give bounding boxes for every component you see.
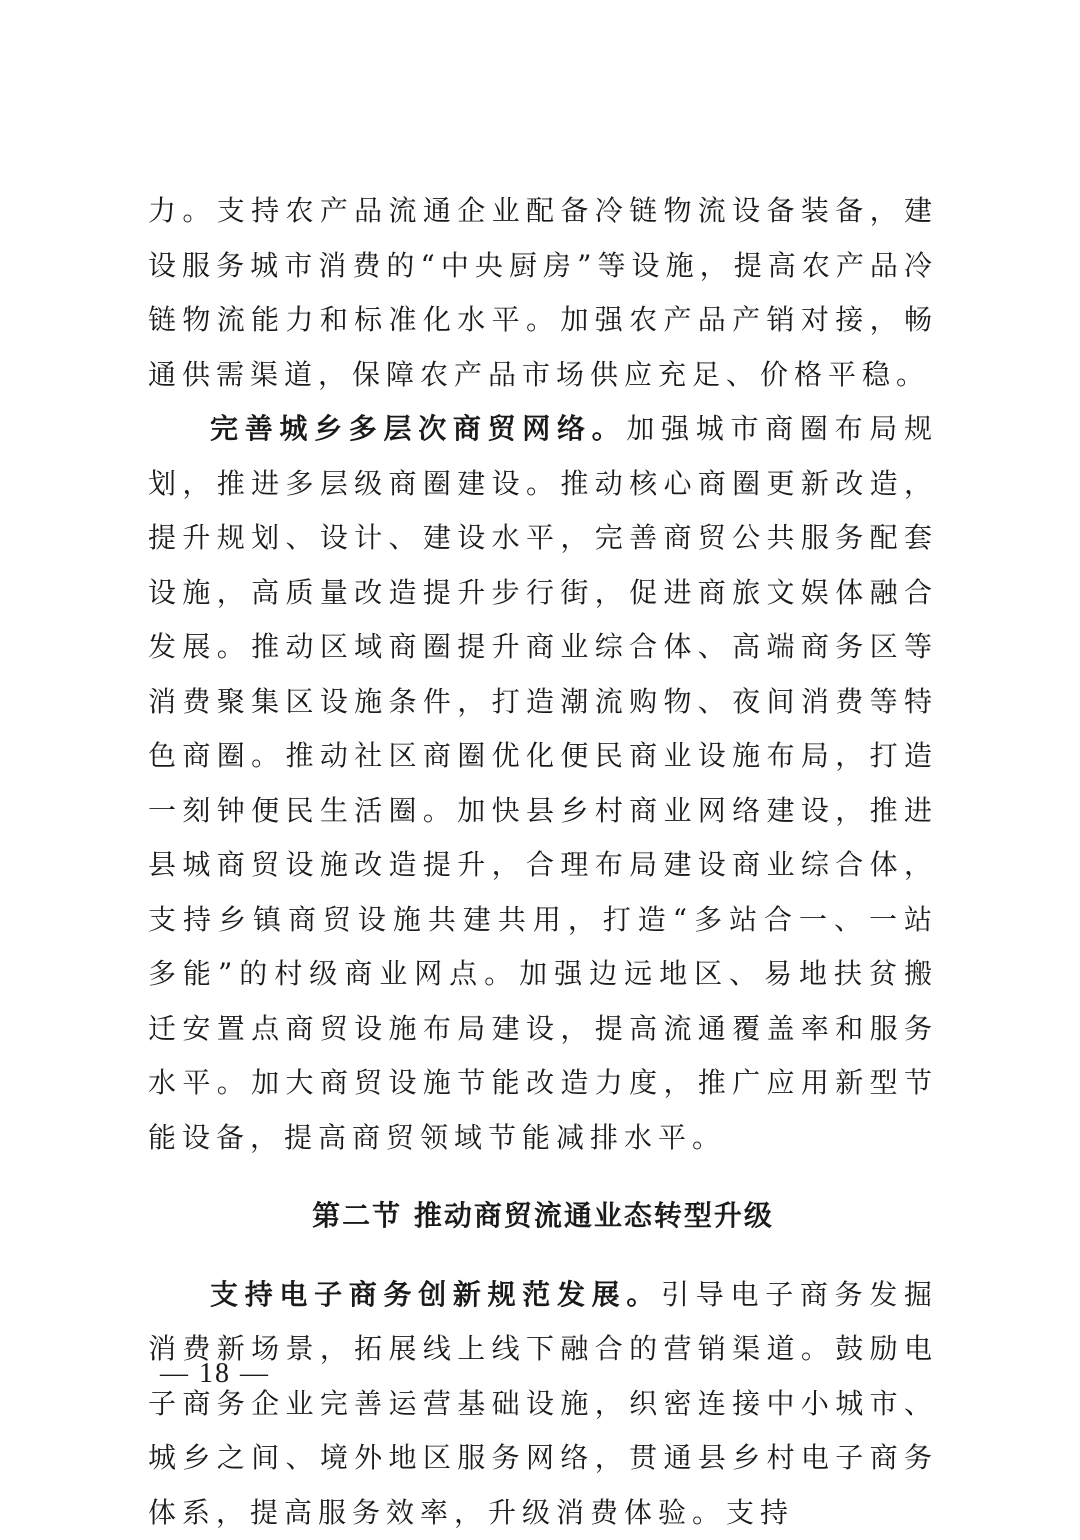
paragraph-continuation: 力。支持农产品流通企业配备冷链物流设备装备，建设服务城市消费的“中央厨房”等设施，提高农产品冷链物流能力和标准化水平。加强农产品产销对接，畅通供需渠道，保障农产品市场供应充足、价格平稳。	[148, 184, 938, 402]
page-number: — 18 —	[160, 1358, 270, 1390]
paragraph-lead-heading: 支持电子商务创新规范发展。	[210, 1278, 661, 1311]
paragraph-lead-heading: 完善城乡多层次商贸网络。	[210, 412, 626, 445]
paragraph-body: 引导电子商务发掘消费新场景，拓展线上线下融合的营销渠道。鼓励电子商务企业完善运营基础设施，织密连接中小城市、城乡之间、境外地区服务网络，贯通县乡村电子商务体系，提高服务效率，升级消费体验。支持	[148, 1278, 938, 1529]
section-heading: 第二节 推动商贸流通业态转型升级	[148, 1189, 938, 1244]
paragraph-commerce-network	[148, 402, 938, 1165]
body-text	[148, 184, 938, 1540]
paragraph-ecommerce	[148, 1268, 938, 1540]
paragraph-body: 加强城市商圈布局规划，推进多层级商圈建设。推动核心商圈更新改造，提升规划、设计、建设水平，完善商贸公共服务配套设施，高质量改造提升步行街，促进商旅文娱体融合发展。推动区域商圈提升商业综合体、高端商务区等消费聚集区设施条件，打造潮流购物、夜间消费等特色商圈。推动社区商圈优化便民商业设施布局，打造一刻钟便民生活圈。加快县乡村商业网络建设，推进县城商贸设施改造提升，合理布局建设商业综合体，支持乡镇商贸设施共建共用，打造“多站合一、一站多能”的村级商业网点。加强边远地区、易地扶贫搬迁安置点商贸设施布局建设，提高流通覆盖率和服务水平。加大商贸设施节能改造力度，推广应用新型节能设备，提高商贸领域节能减排水平。	[148, 412, 938, 1154]
